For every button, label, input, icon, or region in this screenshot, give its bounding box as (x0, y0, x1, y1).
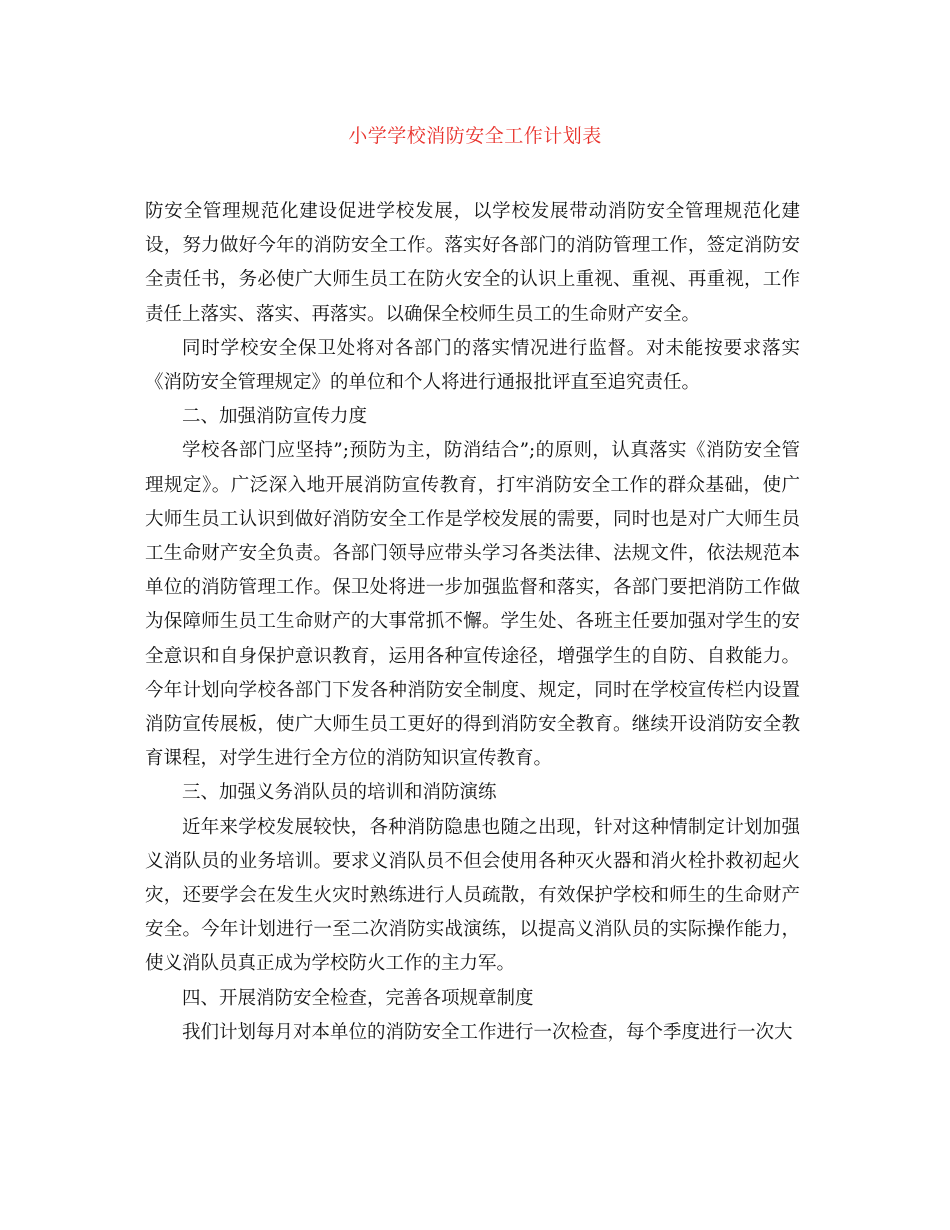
section-heading-inspection: 四、开展消防安全检查，完善各项规章制度 (182, 987, 534, 1009)
document-body (145, 195, 800, 1050)
paragraph-publicity: 学校各部门应坚持”;预防为主，防消结合”;的原则，认真落实《消防安全管理规定》。广泛深入地开展消防宣传教育，打牢消防安全工作的群众基础，使广大师生员工认识到做好消防安全工作是学校发展的需要，同时也是对广大师生员工生命财产安全负责。各部门领导应带头学习各类法律、法规文件，依法规范本单位的消防管理工作。保卫处将进一步加强监督和落实，各部门要把消防工作做为保障师生员工生命财产的大事常抓不懈。学生处、各班主任要加强对学生的安全意识和自身保护意识教育，运用各种宣传途径，增强学生的自防、自救能力。今年计划向学校各部门下发各种消防安全制度、规定，同时在学校宣传栏内设置消防宣传展板，使广大师生员工更好的得到消防安全教育。继续开设消防安全教育课程，对学生进行全方位的消防知识宣传教育。 (145, 440, 800, 770)
paragraph-intro-continuation: 防安全管理规范化建设促进学校发展，以学校发展带动消防安全管理规范化建设，努力做好今年的消防安全工作。落实好各部门的消防管理工作，签定消防安全责任书，务必使广大师生员工在防火安全的认识上重视、重视、再重视，工作责任上落实、落实、再落实。以确保全校师生员工的生命财产安全。 (145, 201, 800, 325)
section-heading-training: 三、加强义务消队员的培训和消防演练 (182, 782, 497, 804)
paragraph-supervision: 同时学校安全保卫处将对各部门的落实情况进行监督。对未能按要求落实《消防安全管理规定》的单位和个人将进行通报批评直至追究责任。 (145, 337, 800, 394)
document-title: 小学学校消防安全工作计划表 (348, 125, 602, 147)
section-heading-publicity: 二、加强消防宣传力度 (182, 406, 368, 428)
paragraph-training: 近年来学校发展较快，各种消防隐患也随之出现，针对这种情制定计划加强义消队员的业务培训。要求义消队员不但会使用各种灭火器和消火栓扑救初起火灾，还要学会在发生火灾时熟练进行人员疏散，有效保护学校和师生的生命财产安全。今年计划进行一至二次消防实战演练，以提高义消队员的实际操作能力，使义消队员真正成为学校防火工作的主力军。 (145, 816, 800, 975)
paragraph-inspection: 我们计划每月对本单位的消防安全工作进行一次检查，每个季度进行一次大 (182, 1021, 793, 1043)
